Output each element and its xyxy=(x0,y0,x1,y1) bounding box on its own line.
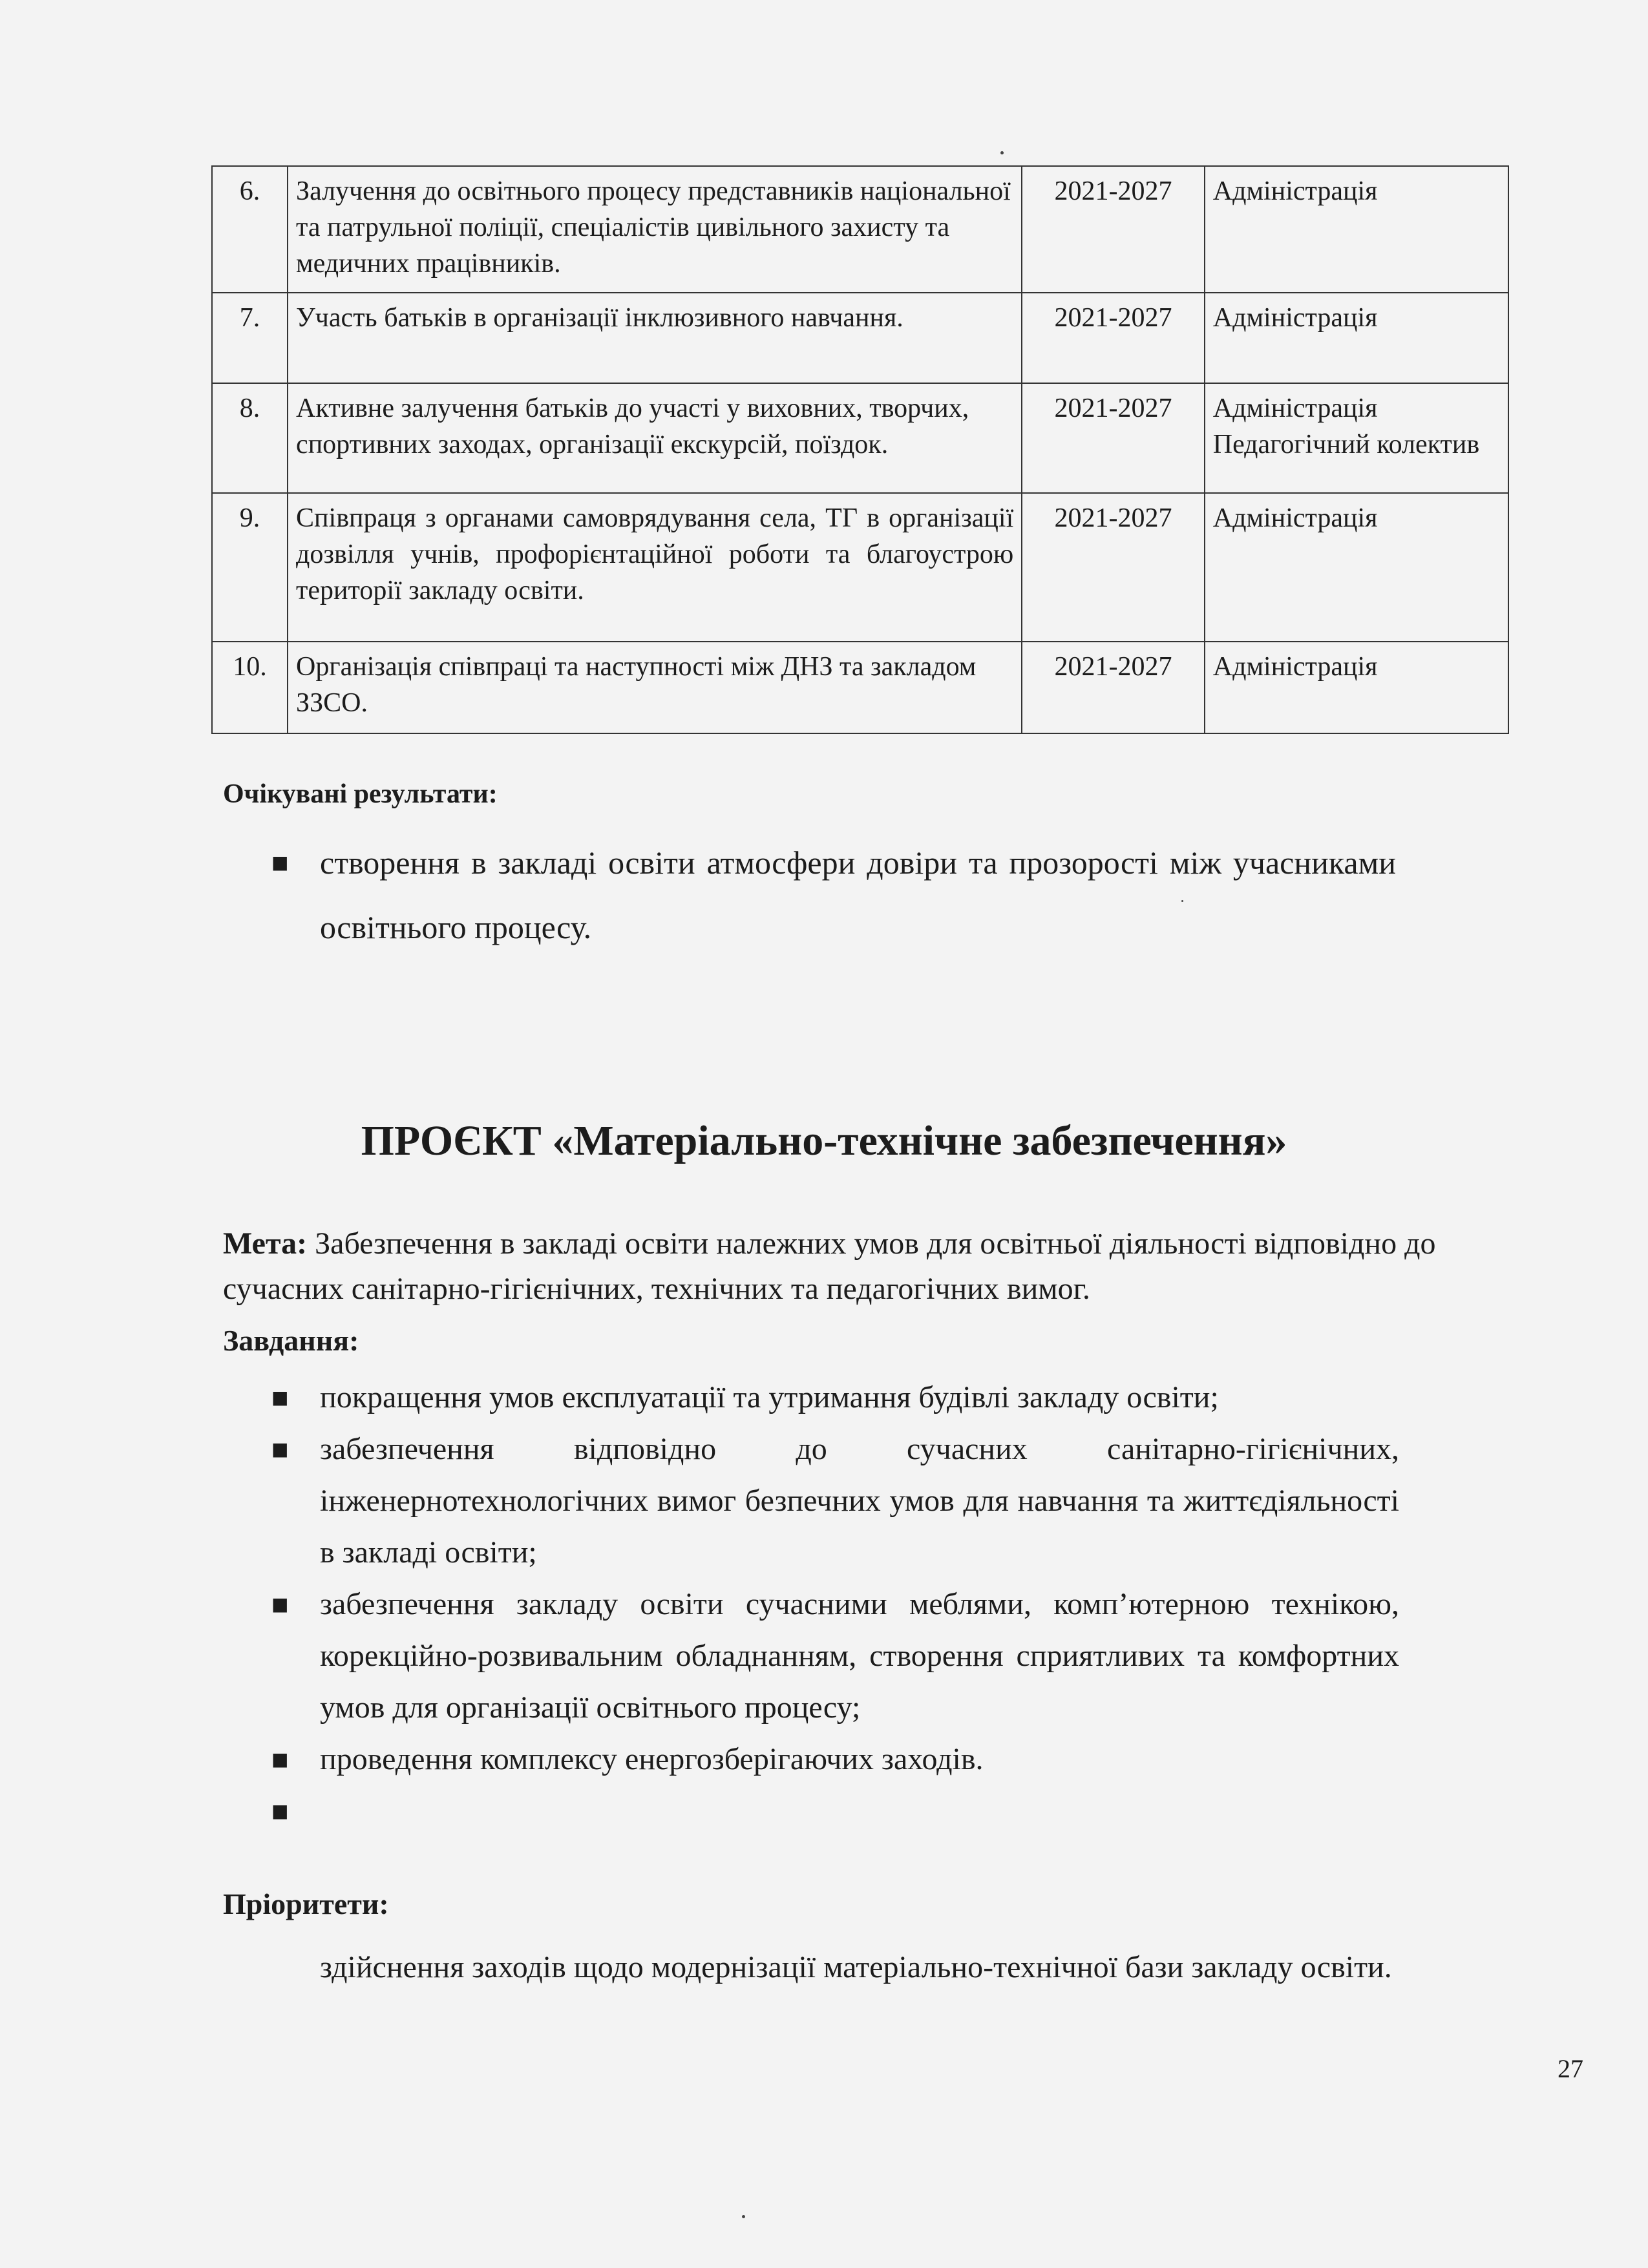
list-item-text: проведення комплексу енергозберігаючих заходів. xyxy=(320,1742,984,1776)
list-item xyxy=(271,1579,1399,1734)
term-cell: 2021-2027 xyxy=(1022,493,1205,642)
responsible-cell: Адміністрація xyxy=(1205,642,1508,733)
task-cell: Участь батьків в організації інклюзивного навчання. xyxy=(288,293,1022,383)
table-row xyxy=(212,293,1508,383)
scan-speck xyxy=(742,2215,745,2218)
term-cell: 2021-2027 xyxy=(1022,293,1205,383)
responsible-cell: Адміністрація xyxy=(1205,493,1508,642)
page-number: 27 xyxy=(1558,2054,1583,2083)
goal-text: Забезпечення в закладі освіти належних умов для освітньої діяльності відповідно до сучасних санітарно-гігієнічних, технічних та педагогічних вимог. xyxy=(223,1226,1436,1306)
table-row xyxy=(212,493,1508,642)
priorities-heading: Пріоритети: xyxy=(223,1887,389,1920)
list-item xyxy=(271,1734,1399,1785)
square-bullet-icon: ■ xyxy=(271,1387,289,1408)
term-cell: 2021-2027 xyxy=(1022,642,1205,733)
list-item-text: створення в закладі освіти атмосфери довіри та прозорості між учасниками освітнього процесу. xyxy=(320,845,1396,945)
row-number-cell: 8. xyxy=(212,383,288,493)
term-cell: 2021-2027 xyxy=(1022,383,1205,493)
list-item xyxy=(271,830,1396,960)
term-cell: 2021-2027 xyxy=(1022,166,1205,293)
list-item-text: покращення умов експлуатації та утримання будівлі закладу освіти; xyxy=(320,1380,1219,1414)
square-bullet-icon: ■ xyxy=(271,852,289,873)
responsible-cell: Адміністрація xyxy=(1205,293,1508,383)
activities-table xyxy=(211,165,1509,734)
expected-results-list xyxy=(271,830,1396,960)
table-row xyxy=(212,383,1508,493)
row-number-cell: 7. xyxy=(212,293,288,383)
row-number-cell: 9. xyxy=(212,493,288,642)
responsible-cell: Адміністрація Педагогічний колектив xyxy=(1205,383,1508,493)
square-bullet-icon: ■ xyxy=(271,1438,289,1460)
table-row xyxy=(212,642,1508,733)
goal-label: Мета: xyxy=(223,1226,308,1261)
tasks-heading: Завдання: xyxy=(223,1324,359,1357)
priorities-text: здійснення заходів щодо модернізації матеріально-технічної бази закладу освіти. xyxy=(320,1950,1392,1984)
square-bullet-icon: ■ xyxy=(271,1800,289,1822)
task-cell: Організація співпраці та наступності між ДНЗ та закладом ЗЗСО. xyxy=(288,642,1022,733)
list-item xyxy=(271,1423,1399,1579)
task-cell: Активне залучення батьків до участі у виховних, творчих, спортивних заходах, організації екскурсій, поїздок. xyxy=(288,383,1022,493)
scan-speck xyxy=(1000,151,1004,154)
list-item xyxy=(271,1372,1399,1423)
row-number-cell: 6. xyxy=(212,166,288,293)
project-title: ПРОЄКТ «Матеріально-технічне забезпечення» xyxy=(361,1117,1287,1164)
activities-table-body xyxy=(212,166,1508,733)
tasks-list xyxy=(271,1372,1399,1837)
table-row xyxy=(212,166,1508,293)
task-cell: Співпраця з органами самоврядування села, ТГ в організації дозвілля учнів, профорієнтаційної роботи та благоустрою території закладу освіти. xyxy=(288,493,1022,642)
row-number-cell: 10. xyxy=(212,642,288,733)
project-goal xyxy=(223,1221,1528,1312)
list-item xyxy=(271,1785,1399,1837)
list-item-text: забезпечення закладу освіти сучасними меблями, комп’ютерною технікою, корекційно-розвивальним обладнанням, створення сприятливих та комфортних умов для організації освітнього процесу; xyxy=(320,1587,1399,1725)
square-bullet-icon: ■ xyxy=(271,1593,289,1615)
expected-results-heading: Очікувані результати: xyxy=(223,779,498,809)
task-cell: Залучення до освітнього процесу представників національної та патрульної поліції, спеціалістів цивільного захисту та медичних працівників. xyxy=(288,166,1022,293)
responsible-cell: Адміністрація xyxy=(1205,166,1508,293)
list-item-text: забезпечення відповідно до сучасних санітарно-гігієнічних, інженернотехнологічних вимог безпечних умов для навчання та життєдіяльності в закладі освіти; xyxy=(320,1432,1399,1570)
scan-speck xyxy=(1181,900,1183,902)
square-bullet-icon: ■ xyxy=(271,1748,289,1770)
